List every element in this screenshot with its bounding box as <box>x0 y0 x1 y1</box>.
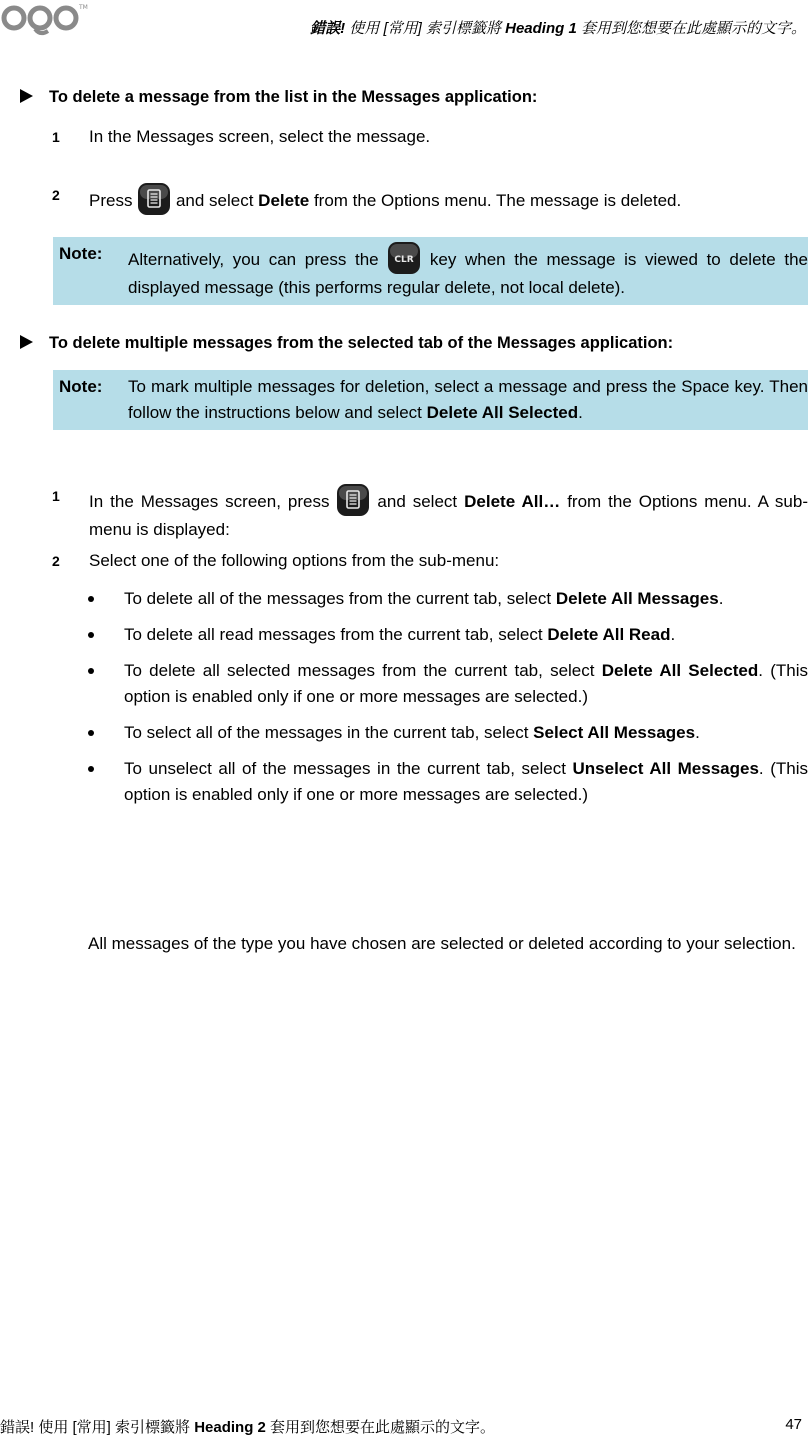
section2-note <box>53 370 808 430</box>
running-footer <box>0 1416 495 1437</box>
footer-error-message: 使用 [常用] 索引標籤將 <box>38 1419 191 1436</box>
step-number: 2 <box>52 553 60 569</box>
list-item-bold: Select All Messages <box>533 723 696 742</box>
closing-paragraph: All messages of the type you have chosen are selected or deleted according to your selection. <box>88 934 796 953</box>
note-text-post: key when the message is viewed to delete the displayed message (this performs regular delete, not local delete). <box>128 250 808 297</box>
footer-heading-name: Heading 2 <box>194 1419 266 1436</box>
list-item-post: . <box>695 723 700 742</box>
header-error-suffix: 套用到您想要在此處顯示的文字。 <box>580 20 806 37</box>
running-header <box>310 17 806 38</box>
step-text-mid: and select <box>175 191 254 210</box>
bullet-dot <box>88 730 94 736</box>
section2-step-1 <box>52 483 808 543</box>
section1-step-2 <box>52 182 808 216</box>
note-label: Note: <box>59 377 103 396</box>
step-number: 2 <box>52 187 60 203</box>
note-text-bold: Delete All Selected <box>426 403 579 422</box>
step-text-mid: and select <box>377 492 458 511</box>
header-error-message: 使用 [常用] 索引標籤將 <box>349 20 501 37</box>
bullet-dot <box>88 766 94 772</box>
list-item-bold: Delete All Selected <box>601 661 759 680</box>
note-label <box>59 241 102 267</box>
list-item <box>88 720 808 746</box>
step-text <box>89 483 808 543</box>
svg-text:TM: TM <box>79 4 88 11</box>
list-item-bold: Delete All Messages <box>555 589 719 608</box>
page-number: 47 <box>785 1416 802 1433</box>
list-item-pre: To unselect all of the messages in the current tab, select <box>124 759 566 778</box>
step-text-pre: In the Messages screen, press <box>89 492 330 511</box>
list-item-bold: Unselect All Messages <box>572 759 759 778</box>
list-item-text <box>124 586 808 612</box>
list-item-pre: To delete all read messages from the current tab, select <box>124 625 543 644</box>
step-number: 1 <box>52 129 60 145</box>
list-item-text <box>124 756 808 808</box>
step-text-pre: Press <box>89 191 133 210</box>
menu-key-icon <box>336 483 370 517</box>
clr-key-label: CLR <box>394 255 414 265</box>
list-item <box>88 658 808 710</box>
list-item-post: . (This option is enabled only if one or more messages are selected.) <box>124 759 808 804</box>
section2-heading-text: To delete multiple messages from the selected tab of the Messages application: <box>49 334 674 352</box>
list-item <box>88 622 808 648</box>
clr-key-icon <box>387 241 421 275</box>
bullet-dot <box>88 596 94 602</box>
list-item <box>88 756 808 808</box>
list-item-text <box>124 658 808 710</box>
section1-heading <box>20 88 537 107</box>
list-item-pre: To delete all of the messages from the current tab, select <box>124 589 552 608</box>
list-item-post: . (This option is enabled only if one or more messages are selected.) <box>124 661 808 706</box>
note-body <box>128 241 808 301</box>
note-text-pre: Alternatively, you can press the <box>128 250 379 269</box>
list-item <box>88 586 808 612</box>
step-text-bold: Delete All… <box>464 492 561 511</box>
arrow-right-icon <box>20 335 33 349</box>
footer-error-prefix: 錯誤! <box>0 1419 35 1436</box>
note-label-colon: : <box>96 244 103 263</box>
step-text: Select one of the following options from the sub-menu: <box>89 551 500 570</box>
step-number: 1 <box>52 488 60 504</box>
step-text: In the Messages screen, select the message. <box>89 127 431 146</box>
section1-step-1 <box>52 124 808 150</box>
step-text-post: from the Options menu. The message is deleted. <box>313 191 682 210</box>
list-item-post: . <box>670 625 676 644</box>
header-heading-name: Heading 1 <box>505 20 577 37</box>
section1-heading-text: To delete a message from the list in the Messages application: <box>49 88 538 106</box>
list-item-bold: Delete All Read <box>547 625 671 644</box>
ogo-logo <box>0 0 90 40</box>
step-text <box>89 182 808 216</box>
list-item-pre: To delete all selected messages from the current tab, select <box>124 661 595 680</box>
list-item-pre: To select all of the messages in the current tab, select <box>124 723 529 742</box>
options-list <box>88 586 808 808</box>
bullet-dot <box>88 668 94 674</box>
footer-error-suffix: 套用到您想要在此處顯示的文字。 <box>270 1419 496 1436</box>
list-item-post: . <box>718 589 724 608</box>
bullet-dot <box>88 632 94 638</box>
note-label-text: Note <box>59 244 97 263</box>
menu-key-icon <box>137 182 171 216</box>
section2-step-2 <box>52 548 808 574</box>
note-text-post: . <box>578 403 583 422</box>
step-text-post: from the Options menu. A sub-menu is displayed: <box>89 492 808 539</box>
list-item-text <box>124 622 808 648</box>
header-error-prefix: 錯誤! <box>310 20 346 37</box>
step-text-bold: Delete <box>258 191 310 210</box>
note-body <box>128 374 808 426</box>
list-item-text <box>124 720 808 746</box>
section2-heading <box>20 334 673 353</box>
section1-note <box>53 237 808 305</box>
arrow-right-icon <box>20 89 33 103</box>
note-text-pre: To mark multiple messages for deletion, select a message and press the Space key. Then follow the instructions below and select <box>128 377 808 422</box>
